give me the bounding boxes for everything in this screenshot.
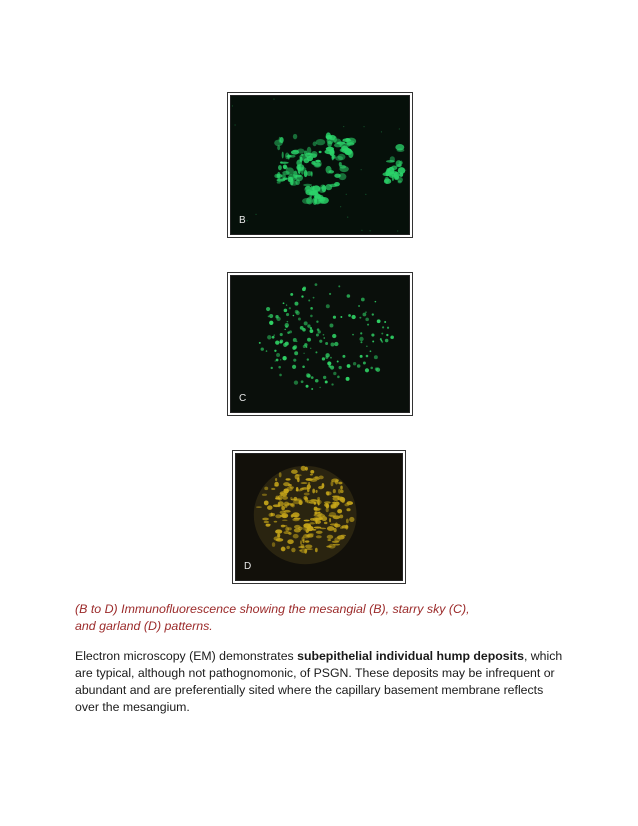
paragraph-text-start: Electron microscopy (EM) demonstrates	[75, 649, 298, 663]
caption-line-1: (B to D) Immunofluorescence showing the mesangial (B), starry sky (C),	[75, 602, 470, 616]
paragraph-text-end: , which are typical, although not pathognomonic, of PSGN. These deposits may be infrequent or abundant and are preferentially sited where the capillary basement membrane reflects over the mesangium.	[75, 649, 563, 714]
panel-label-c: C	[239, 393, 247, 404]
micrograph-d	[236, 454, 402, 580]
figure-d-garland	[235, 453, 403, 581]
figure-b-mesangial	[230, 95, 410, 235]
micrograph-c	[231, 276, 409, 412]
caption-line-2: and garland (D) patterns.	[75, 619, 213, 633]
panel-label-b: B	[239, 215, 246, 226]
figure-c-starry-sky	[230, 275, 410, 413]
figure-caption	[75, 601, 545, 635]
paragraph-bold-term: subepithelial individual hump deposits	[297, 649, 524, 663]
body-paragraph	[75, 648, 565, 716]
micrograph-b	[231, 96, 409, 234]
panel-label-d: D	[244, 561, 252, 572]
